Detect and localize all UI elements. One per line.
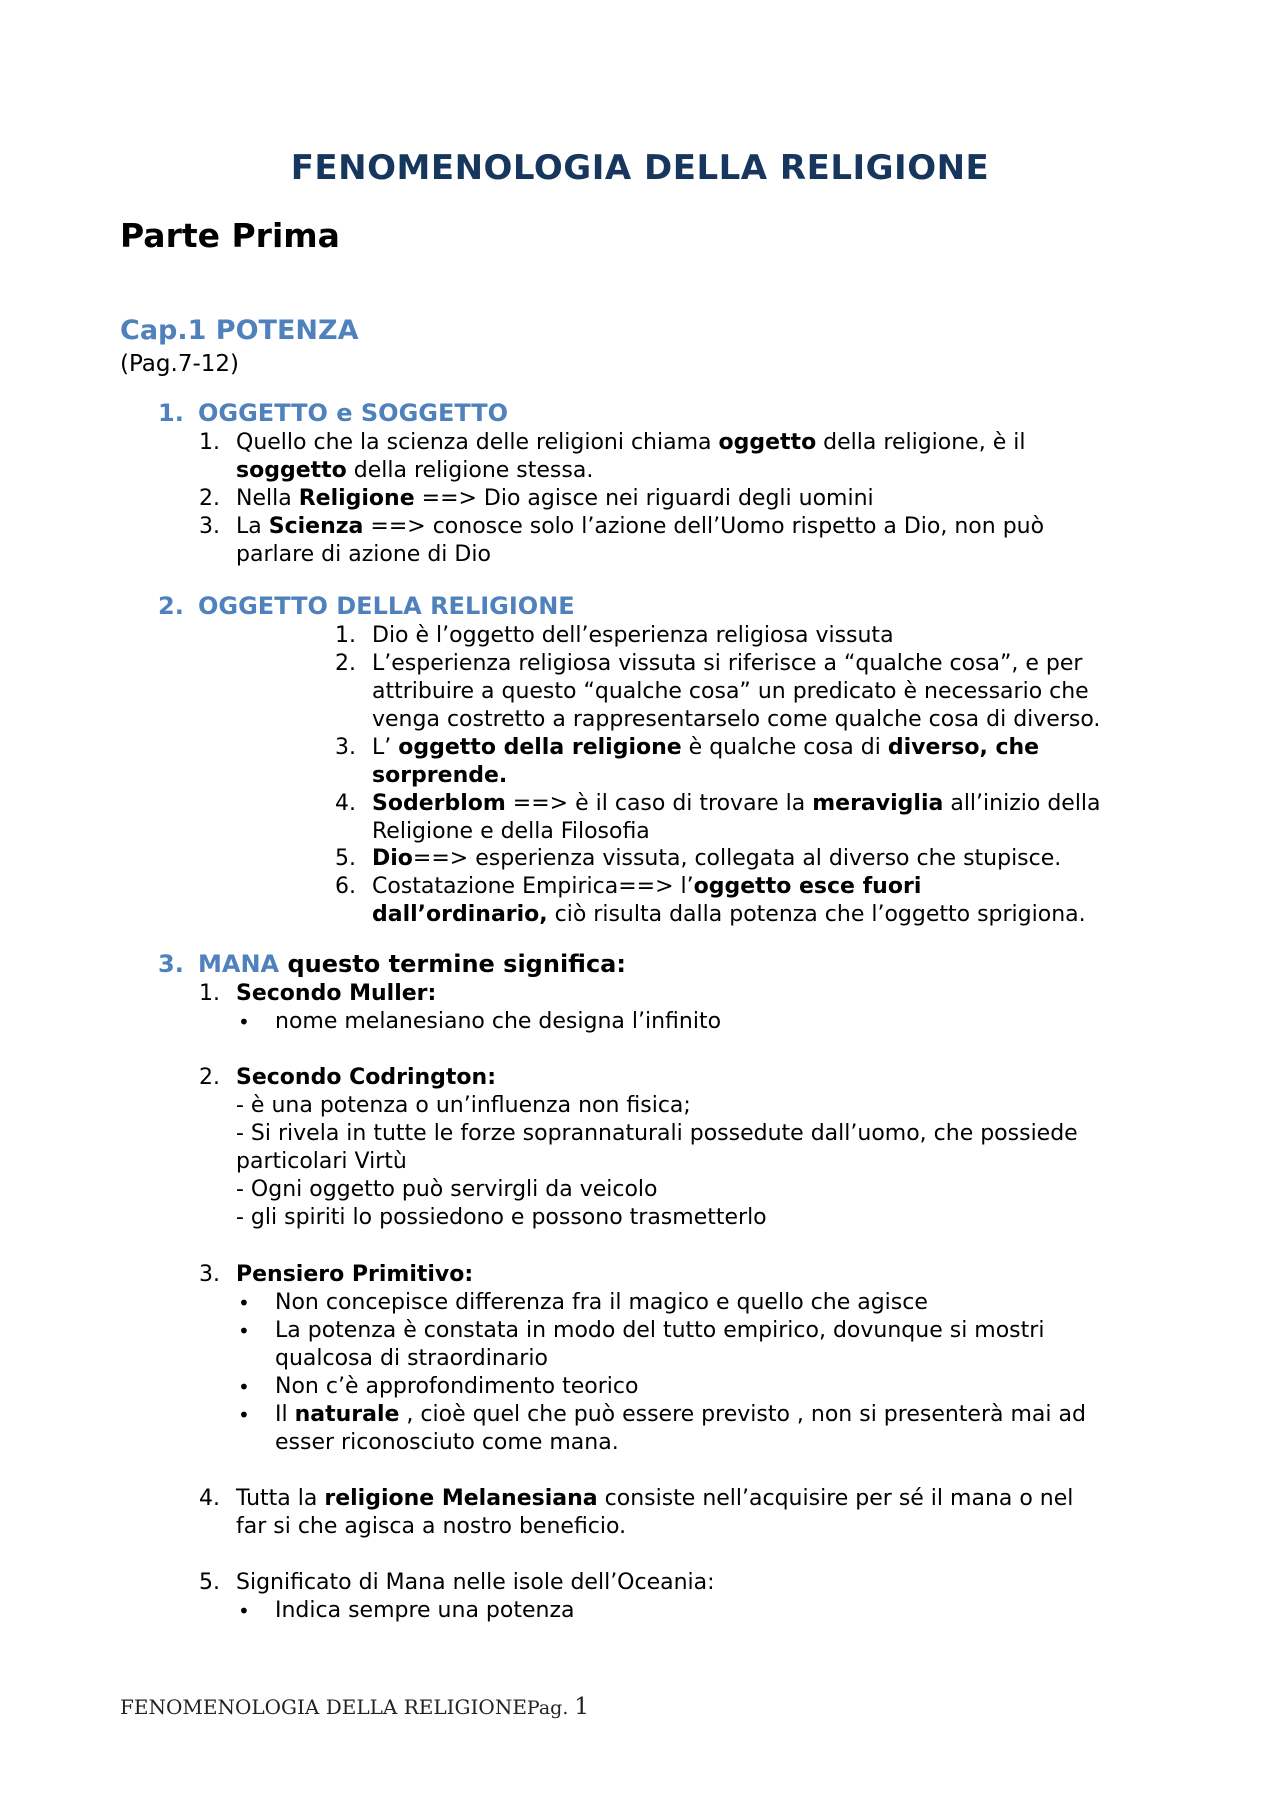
list-item-continued: dall’ordinario, ciò risulta dalla potenza che l’oggetto sprigiona. — [372, 902, 1086, 927]
bullet-item: Indica sempre una potenza — [275, 1598, 575, 1623]
chapter-heading: Cap.1 POTENZA — [120, 315, 359, 346]
list-item: Pensiero Primitivo: — [236, 1262, 474, 1287]
list-item-continued: parlare di azione di Dio — [236, 542, 491, 567]
bullet-item: Non concepisce differenza fra il magico e quello che agisce — [275, 1290, 928, 1315]
bullet-icon: • — [238, 1599, 250, 1623]
section-3-heading: 3. MANA questo termine significa: — [158, 950, 626, 978]
list-item: Tutta la religione Melanesiana consiste nell’acquisire per sé il mana o nel — [236, 1486, 1074, 1511]
list-item: La Scienza ==> conosce solo l’azione dell’Uomo rispetto a Dio, non può — [236, 514, 1045, 539]
bullet-item-continued: esser riconosciuto come mana. — [275, 1430, 619, 1455]
page-number: 1 — [574, 1694, 590, 1720]
text-line: particolari Virtù — [236, 1149, 407, 1174]
list-item: Significato di Mana nelle isole dell’Oceania: — [236, 1570, 715, 1595]
text-line: - è una potenza o un’influenza non fisica; — [236, 1093, 691, 1118]
bullet-icon: • — [238, 1291, 250, 1315]
bullet-item: Non c’è approfondimento teorico — [275, 1374, 639, 1399]
list-item-continued: soggetto della religione stessa. — [236, 458, 594, 483]
bullet-icon: • — [238, 1403, 250, 1427]
bullet-item: Il naturale , cioè quel che può essere previsto , non si presenterà mai ad — [275, 1402, 1086, 1427]
chapter-pages: (Pag.7-12) — [120, 351, 239, 377]
list-item-continued: venga costretto a rappresentarselo come qualche cosa di diverso. — [372, 707, 1101, 732]
text-line: - Ogni oggetto può servirgli da veicolo — [236, 1177, 658, 1202]
text-line: - Si rivela in tutte le forze soprannaturali possedute dall’uomo, che possiede — [236, 1121, 1078, 1146]
list-item: Nella Religione ==> Dio agisce nei riguardi degli uomini — [236, 486, 874, 511]
list-item: L’esperienza religiosa vissuta si riferisce a “qualche cosa”, e per — [372, 651, 1083, 676]
list-item: L’ oggetto della religione è qualche cosa di diverso, che — [372, 735, 1040, 760]
bullet-item-continued: qualcosa di straordinario — [275, 1346, 548, 1371]
bullet-icon: • — [238, 1010, 250, 1034]
list-item: Secondo Codrington: — [236, 1065, 497, 1090]
bullet-item: nome melanesiano che designa l’infinito — [275, 1009, 722, 1034]
section-1-heading: 1. OGGETTO e SOGGETTO — [158, 399, 509, 427]
list-item-continued: sorprende. — [372, 763, 508, 788]
list-item: Quello che la scienza delle religioni chiama oggetto della religione, è il — [236, 430, 1026, 455]
list-item: Secondo Muller: — [236, 981, 437, 1006]
section-2-heading: 2. OGGETTO DELLA RELIGIONE — [158, 592, 575, 620]
page-footer: FENOMENOLOGIA DELLA RELIGIONEPag. 1 — [120, 1694, 590, 1720]
part-heading: Parte Prima — [120, 216, 340, 255]
bullet-item: La potenza è constata in modo del tutto empirico, dovunque si mostri — [275, 1318, 1045, 1343]
list-item: Costatazione Empirica==> l’oggetto esce fuori — [372, 874, 922, 899]
text-line: - gli spiriti lo possiedono e possono trasmetterlo — [236, 1205, 767, 1230]
list-item-continued: attribuire a questo “qualche cosa” un predicato è necessario che — [372, 679, 1089, 704]
bullet-icon: • — [238, 1375, 250, 1399]
list-item: Dio==> esperienza vissuta, collegata al diverso che stupisce. — [372, 846, 1062, 871]
list-item: Dio è l’oggetto dell’esperienza religiosa vissuta — [372, 623, 894, 648]
bullet-icon: • — [238, 1319, 250, 1343]
list-item-continued: far si che agisca a nostro beneficio. — [236, 1514, 627, 1539]
document-title: FENOMENOLOGIA DELLA RELIGIONE — [290, 148, 990, 188]
list-item: Soderblom ==> è il caso di trovare la meraviglia all’inizio della — [372, 791, 1101, 816]
list-item-continued: Religione e della Filosofia — [372, 819, 650, 844]
